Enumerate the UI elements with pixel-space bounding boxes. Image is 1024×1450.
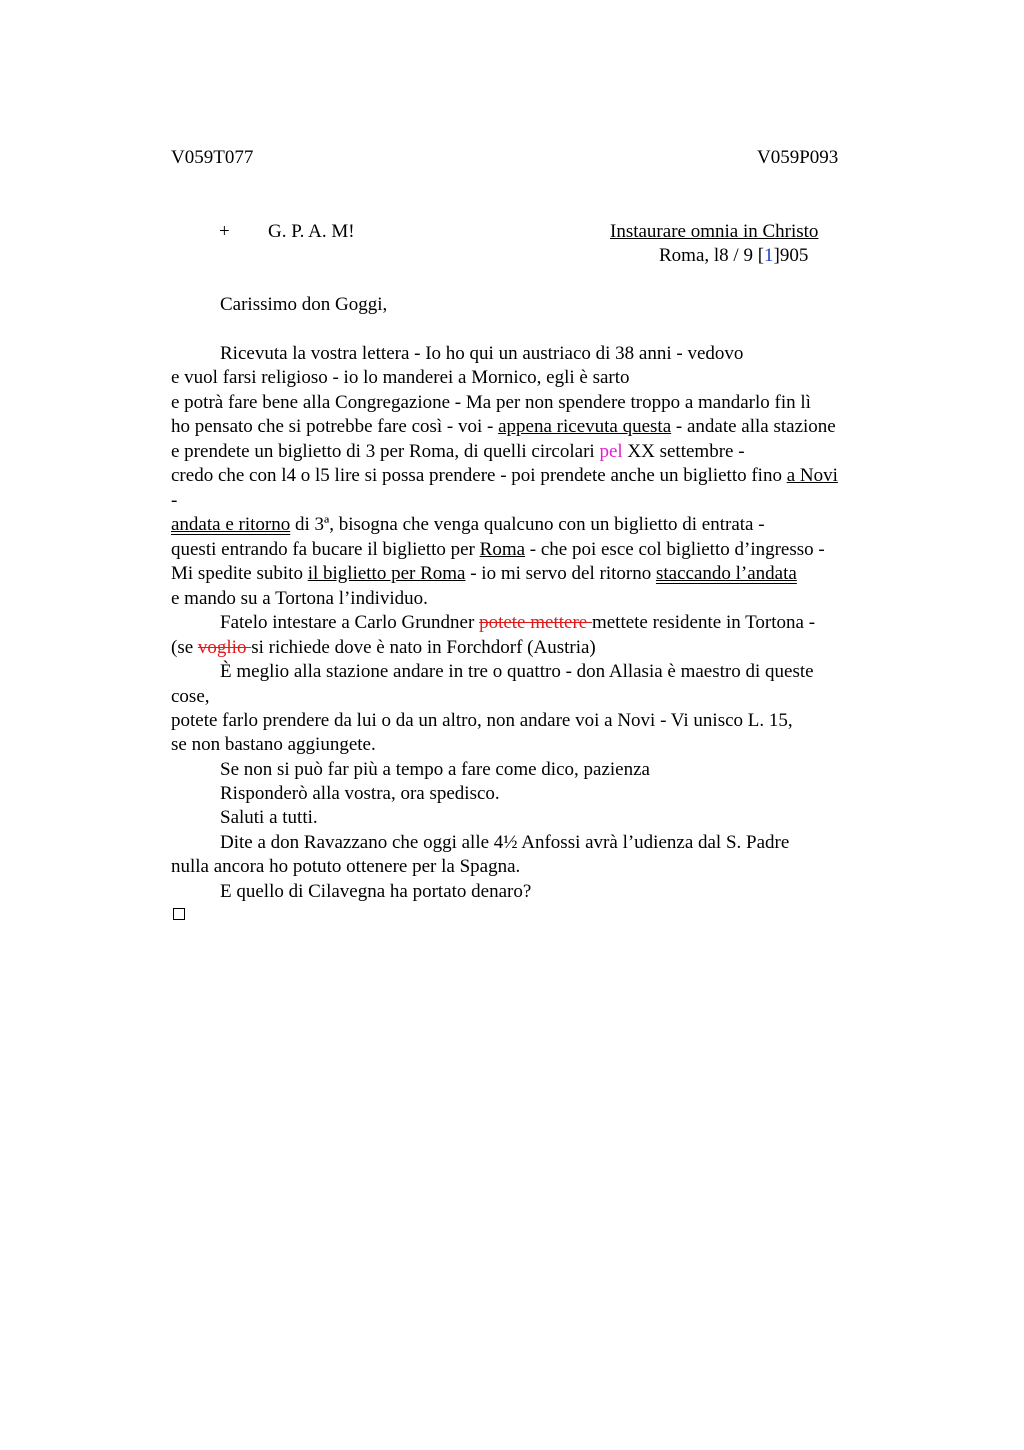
date-insert: 1 xyxy=(764,245,774,266)
text: mettete residente in Tortona - xyxy=(591,612,816,633)
date-line xyxy=(659,244,808,268)
body-line: Ricevuta la vostra lettera - Io ho qui un austriaco di 38 anni - vedovo xyxy=(220,343,744,364)
body-line: e vuol farsi religioso - io lo manderei a Mornico, egli è sarto xyxy=(171,367,630,388)
text: e prendete un biglietto di 3 per Roma, di quelli circolari xyxy=(171,441,600,462)
body-line: - xyxy=(171,490,178,511)
text: XX settembre - xyxy=(622,441,745,462)
right-code: V059P093 xyxy=(757,147,839,168)
body-line xyxy=(220,611,815,635)
text: ho pensato che si potrebbe fare così - voi - xyxy=(171,416,499,437)
underlined-text: Roma xyxy=(479,539,526,560)
motto: Instaurare omnia in Christo xyxy=(610,221,819,242)
text: questi entrando fa bucare il biglietto per xyxy=(171,539,480,560)
date-suffix: ]905 xyxy=(773,245,809,266)
left-code: V059T077 xyxy=(171,147,254,168)
deleted-text: potete mettere xyxy=(479,612,592,633)
cross-mark: + xyxy=(219,221,230,242)
body-line xyxy=(171,513,765,537)
body-line: e mando su a Tortona l’individuo. xyxy=(171,588,428,609)
text: di 3ª, bisogna che venga qualcuno con un biglietto di entrata - xyxy=(290,514,765,535)
text: Fatelo intestare a Carlo Grundner xyxy=(220,612,480,633)
text: credo che con l4 o l5 lire si possa prendere - poi prendete anche un biglietto fino xyxy=(171,465,787,486)
body-line: nulla ancora ho potuto ottenere per la Spagna. xyxy=(171,856,521,877)
body-line: potete farlo prendere da lui o da un altro, non andare voi a Novi - Vi unisco L. 15, xyxy=(171,710,793,731)
end-mark-box-icon xyxy=(173,908,185,920)
body-line: Saluti a tutti. xyxy=(220,807,318,828)
inserted-text: pel xyxy=(599,441,623,462)
underlined-text: a Novi xyxy=(786,465,838,486)
salutation-tag: G. P. A. M! xyxy=(268,221,355,242)
date-prefix: Roma, l8 / 9 [ xyxy=(659,245,765,266)
body-line: e potrà fare bene alla Congregazione - Ma per non spendere troppo a mandarlo fin lì xyxy=(171,392,811,413)
body-line: Risponderò alla vostra, ora spedisco. xyxy=(220,783,500,804)
double-underlined-text: andata e ritorno xyxy=(171,514,291,535)
text: - che poi esce col biglietto d’ingresso - xyxy=(525,539,825,560)
body-line xyxy=(171,440,745,464)
greeting: Carissimo don Goggi, xyxy=(220,294,388,315)
text: Mi spedite subito xyxy=(171,563,308,584)
body-line: È meglio alla stazione andare in tre o quattro - don Allasia è maestro di queste xyxy=(220,661,814,682)
body-line: se non bastano aggiungete. xyxy=(171,734,376,755)
text: si richiede dove è nato in Forchdorf (Austria) xyxy=(251,637,596,658)
text: - io mi servo del ritorno xyxy=(465,563,656,584)
body-line: cose, xyxy=(171,686,210,707)
body-line xyxy=(171,562,797,586)
underlined-text: il biglietto per Roma xyxy=(307,563,466,584)
body-line: Se non si può far più a tempo a fare come dico, pazienza xyxy=(220,759,650,780)
body-line: Dite a don Ravazzano che oggi alle 4½ Anfossi avrà l’udienza dal S. Padre xyxy=(220,832,790,853)
double-underlined-text: staccando l’andata xyxy=(655,563,797,584)
body-line xyxy=(171,415,836,439)
text: - andate alla stazione xyxy=(671,416,836,437)
underlined-text: appena ricevuta questa xyxy=(498,416,672,437)
body-line xyxy=(171,538,825,562)
body-line xyxy=(171,464,838,488)
text: (se xyxy=(171,637,198,658)
body-line: E quello di Cilavegna ha portato denaro? xyxy=(220,881,532,902)
deleted-text: voglio xyxy=(197,637,252,658)
body-line xyxy=(171,636,596,660)
